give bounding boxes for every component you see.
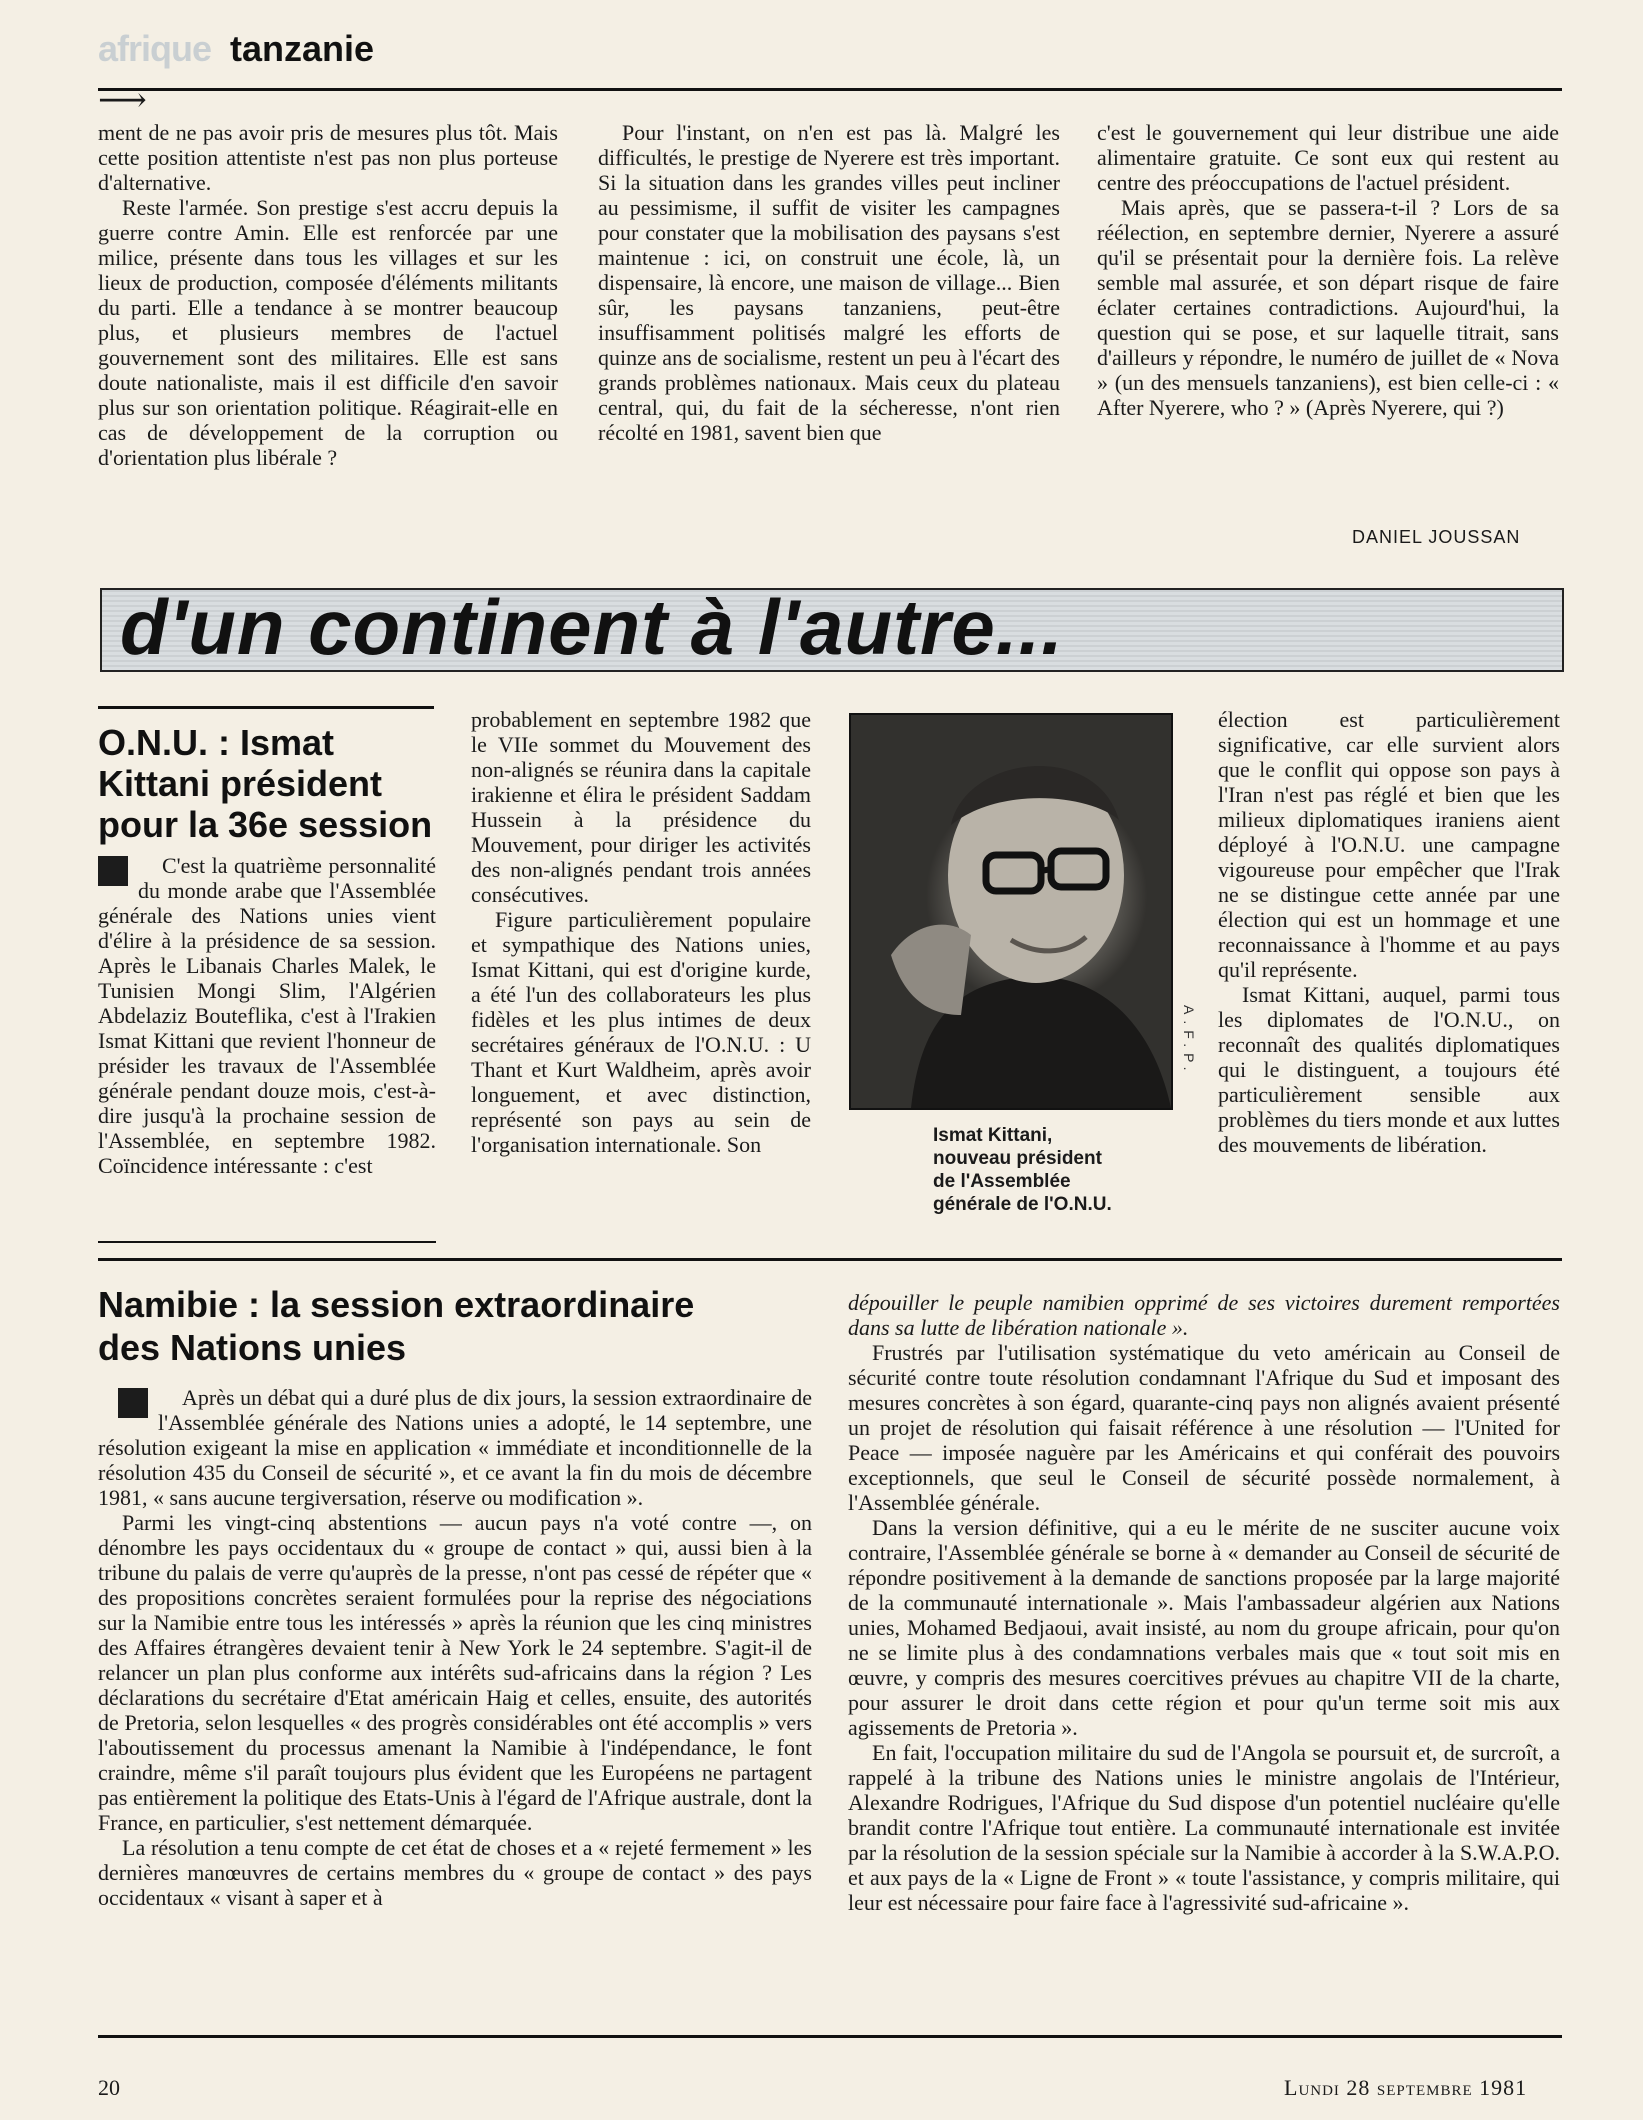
namibie-col1 [98, 1385, 812, 1910]
bullet-square [118, 1388, 148, 1418]
section-country: tanzanie [230, 28, 375, 69]
namibie-col2 [848, 1290, 1560, 1915]
headline-line: Kittani président [98, 763, 383, 804]
caption-line: Ismat Kittani, [933, 1125, 1053, 1146]
section-kicker: afrique [98, 28, 212, 69]
onu-col2 [471, 707, 811, 1157]
paragraph: ment de ne pas avoir pris de mesures plus tôt. Mais cette position attentiste n'est pas non plus porteuse d'alternative. [98, 120, 558, 195]
section-separator [98, 1258, 1562, 1261]
header-rule [98, 88, 1562, 91]
headline-line: Namibie : la session extraordinaire [98, 1284, 695, 1325]
paragraph: Parmi les vingt-cinq abstentions — aucun pays n'a voté contre —, on dénombre les pays occidentaux du « groupe de contact » qui, aussi bien à la tribune du palais de verre qu'auprès de la presse, n'ont pas cessé de répéter que « des propositions concrètes seraient formulées pour la reprise des négociations sur la Namibie entre tous les intéressés » après la réunion que les cinq ministres des Affaires étrangères devaient tenir à New York le 24 septembre. S'agit-il de relancer un plan plus conforme aux intérêts sud-africains dans la région ? Les déclarations du secrétaire d'Etat américain Haig et celles, ensuite, des autorités de Pretoria, selon lesquelles « des progrès considérables ont été accomplis » vers l'aboutissement du processus amenant la Namibie à l'indépendance, le font craindre, même s'il paraît toujours plus évident que les Européens ne partagent pas entièrement la politique des Etats-Unis à l'égard de l'Afrique australe, dont la France, en particulier, s'est nettement démarquée. [98, 1510, 812, 1835]
paragraph: dépouiller le peuple namibien opprimé de ses victoires durement remportées dans sa lutte de libération nationale ». [848, 1290, 1560, 1340]
onu-headline [98, 722, 443, 845]
section-banner [100, 583, 1564, 672]
photo-caption [933, 1124, 1163, 1216]
tanzania-col2 [598, 120, 1060, 445]
paragraph: Dans la version définitive, qui a eu le mérite de ne susciter aucune voix contraire, l'Assemblée générale se borne à « demander au Conseil de sécurité de répondre positivement à la demande de sanctions proposée par la large majorité de la communauté internationale ». Mais l'ambassadeur algérien aux Nations unies, Mohamed Bedjaoui, avait insisté, au nom du groupe africain, pour qu'on ne se limite plus à des condamnations verbales mais que « tout soit mis en œuvre, y compris des mesures coercitives prévues au chapitre VII de la charte, pour assurer le droit dans cette région et pour qu'un terme soit mis aux agissements de Pretoria ». [848, 1515, 1560, 1740]
headline-line: pour la 36e session [98, 804, 433, 845]
paragraph: élection est particulièrement significative, car elle survient alors que le conflit qui oppose son pays à l'Iran n'est pas réglé et bien que les milieux diplomatiques iraniens aient déployé à l'O.N.U. une campagne vigoureuse pour empêcher que l'Irak ne se distingue cette année par une élection qui est un hommage et une reconnaissance à l'homme et au pays qu'il représente. [1218, 707, 1560, 982]
page-number: 20 [98, 2075, 120, 2100]
paragraph: probablement en septembre 1982 que le VIIe sommet du Mouvement des non-alignés se réunira dans la capitale irakienne et élira le président Saddam Hussein à la présidence du Mouvement, pour diriger les activités des non-alignés pendant trois années consécutives. [471, 707, 811, 907]
paragraph: En fait, l'occupation militaire du sud de l'Angola se poursuit et, de surcroît, a rappelé à la tribune des Nations unies le ministre angolais de l'Intérieur, Alexandre Rodrigues, l'Afrique du Sud dispose d'un potentiel nucléaire qu'elle brandit contre l'Afrique tout entière. La communauté internationale est invitée par la résolution de la session spéciale sur la Namibie à accorder à la S.W.A.P.O. et aux pays de la « Ligne de Front » « toute l'assistance, y compris militaire, qui leur est nécessaire pour faire face à l'agressivité sud-africaine ». [848, 1740, 1560, 1915]
paragraph: C'est la quatrième personnalité du monde arabe que l'Assemblée générale des Nations unies vient d'élire à la présidence de sa session. Après le Libanais Charles Malek, le Tunisien Mongi Slim, l'Algérien Abdelaziz Bouteflika, c'est à l'Irakien Ismat Kittani que revient l'honneur de présider les travaux de l'Assemblée générale pendant douze mois, c'est-à-dire jusqu'à la prochaine session de l'Assemblée, en septembre 1982. Coïncidence intéressante : c'est [98, 853, 436, 1178]
onu-top-rule [98, 706, 434, 709]
paragraph: Frustrés par l'utilisation systématique du veto américain au Conseil de sécurité contre toute résolution condamnant l'Afrique du Sud et imposant des mesures concrètes à son égard, quarante-cinq pays non alignés avaient présenté un projet de résolution qui faisait référence à une résolution — l'United for Peace — imposée naguère par les Américains et qui conférait des pouvoirs exceptionnels, que seul le Conseil de sécurité possède normalement, à l'Assemblée générale. [848, 1340, 1560, 1515]
paragraph: c'est le gouvernement qui leur distribue une aide alimentaire gratuite. Ce sont eux qui restent au centre des préoccupations de l'actuel président. [1097, 120, 1559, 195]
portrait-illustration [851, 715, 1171, 1108]
footer-rule [98, 2035, 1562, 2038]
namibie-headline [98, 1283, 818, 1369]
portrait-photo [849, 713, 1173, 1110]
continued-arrow: ⟶ [98, 82, 147, 119]
bullet-square [98, 856, 128, 886]
caption-line: nouveau président [933, 1148, 1102, 1169]
paragraph: Figure particulièrement populaire et sympathique des Nations unies, Ismat Kittani, qui est d'origine kurde, a été l'un des collaborateurs les plus fidèles et les plus intimes de deux secrétaires généraux de l'O.N.U. : U Thant et Kurt Waldheim, après avoir longuement, et avec distinction, représenté son pays au sein de l'organisation internationale. Son [471, 907, 811, 1157]
banner-title: d'un continent à l'autre... [120, 583, 1064, 671]
tanzania-col3 [1097, 120, 1559, 420]
paragraph: La résolution a tenu compte de cet état de choses et a « rejeté fermement » les dernières manœuvres de certains membres du « groupe de contact » des pays occidentaux « visant à saper et à [98, 1835, 812, 1910]
paragraph: Ismat Kittani, auquel, parmi tous les diplomates de l'O.N.U., on reconnaît des qualités diplomatiques qui le distinguent, a toujours été particulièrement sensible aux problèmes du tiers monde et aux luttes des mouvements de libération. [1218, 982, 1560, 1157]
onu-col1 [98, 853, 436, 1178]
paragraph: Après un débat qui a duré plus de dix jours, la session extraordinaire de l'Assemblée générale des Nations unies a adopté, le 14 septembre, une résolution exigeant la mise en application « immédiate et inconditionnelle de la résolution 435 du Conseil de sécurité », et ce avant la fin du mois de décembre 1981, « sans aucune tergiversation, réserve ou modification ». [98, 1385, 812, 1510]
paragraph: Mais après, que se passera-t-il ? Lors de sa réélection, en septembre dernier, Nyerere a assuré qu'il se présentait pour la dernière fois. La relève semble mal assurée, et son départ risque de faire éclater certaines contradictions. Aujourd'hui, la question qui se pose, et sur laquelle titrait, sans d'ailleurs y répondre, le numéro de juillet de « Nova » (un des mensuels tanzaniens), est bien celle-ci : « After Nyerere, who ? » (Après Nyerere, qui ?) [1097, 195, 1559, 420]
paragraph: Pour l'instant, on n'en est pas là. Malgré les difficultés, le prestige de Nyerere est très important. Si la situation dans les grandes villes peut incliner au pessimisme, il suffit de visiter les campagnes pour constater que la mobilisation des paysans s'est maintenue : ici, on construit une école, là, un dispensaire, là encore, une maison de village... Bien sûr, les paysans tanzaniens, peut-être insuffisamment politisés malgré les efforts de quinze ans de socialisme, restent un peu à l'écart des grands problèmes nationaux. Mais ceux du plateau central, qui, du fait de la sécheresse, n'ont rien récolté en 1981, savent bien que [598, 120, 1060, 445]
caption-line: de l'Assemblée [933, 1171, 1071, 1192]
photo-credit: A.F.P. [1181, 1005, 1197, 1077]
headline-line: O.N.U. : Ismat [98, 722, 335, 763]
paragraph: Reste l'armée. Son prestige s'est accru depuis la guerre contre Amin. Elle est renforcée par une milice, présente dans tous les villages et sur les lieux de production, composée d'éléments militants du parti. Elle a tendance à se montrer beaucoup plus, et plusieurs membres de l'actuel gouvernement sont des militaires. Elle est sans doute nationaliste, mais il est difficile d'en savoir plus sur son orientation politique. Réagirait-elle en cas de développement de la corruption ou d'orientation plus libérale ? [98, 195, 558, 470]
issue-date: Lundi 28 septembre 1981 [1284, 2075, 1528, 2100]
onu-col1-bottom-rule [98, 1241, 436, 1243]
headline-line: des Nations unies [98, 1327, 407, 1368]
tanzania-col1 [98, 120, 558, 470]
caption-line: générale de l'O.N.U. [933, 1194, 1112, 1215]
onu-col3 [1218, 707, 1560, 1157]
byline: DANIEL JOUSSAN [1352, 527, 1521, 547]
